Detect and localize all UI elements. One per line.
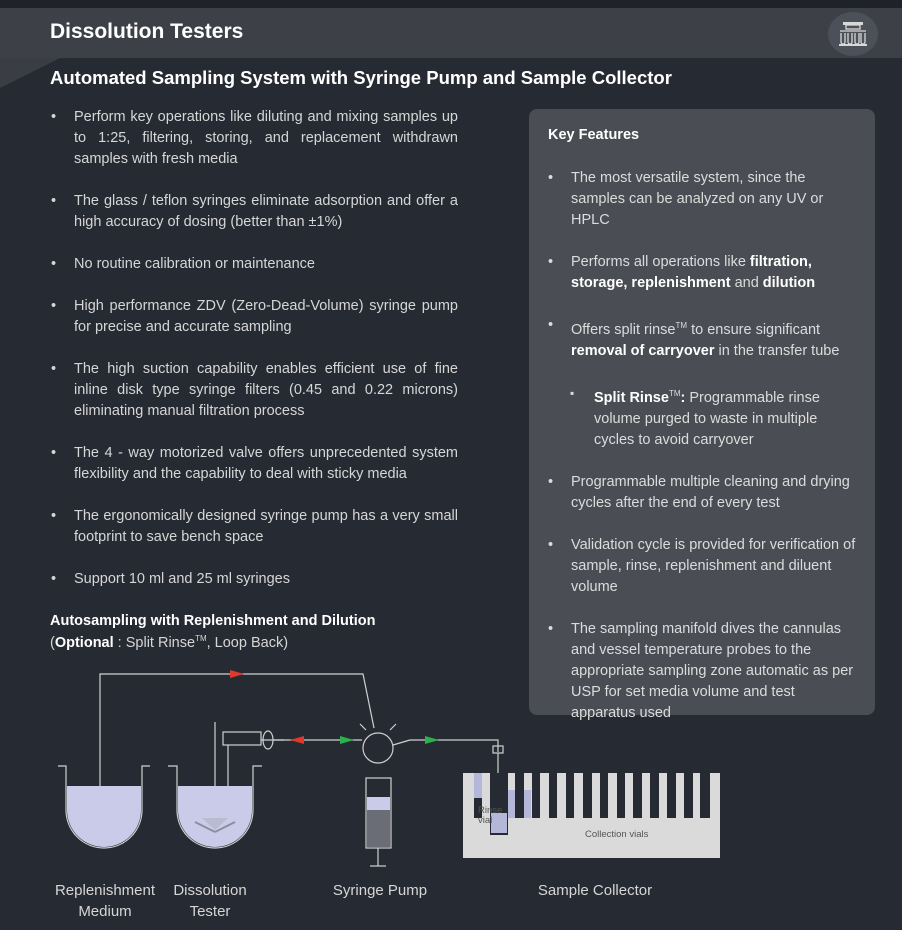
- bullet-item: • Support 10 ml and 25 ml syringes: [50, 569, 458, 590]
- syringe-pump-label: Syringe Pump: [332, 882, 428, 899]
- feature-bullet-list: [50, 107, 458, 611]
- sample-collector-label: Sample Collector: [537, 882, 653, 899]
- autosampling-subtitle: (Optional : Split Rinse™, Loop Back): [50, 634, 289, 651]
- key-features-title: Key Features: [548, 127, 640, 143]
- feature-item: • Programmable multiple cleaning and drying cycles after the end of every test: [547, 472, 861, 514]
- bullet-item: • Perform key operations like diluting and mixing samples up to 1:25, filtering, storing, and replacement withdrawn samples with fresh media: [50, 107, 458, 170]
- feature-item: • The most versatile system, since the samples can be analyzed on any UV or HPLC: [547, 168, 861, 231]
- bullet-item: • The ergonomically designed syringe pump has a very small footprint to save bench space: [50, 506, 458, 548]
- collection-vials-label: Collection vials: [585, 829, 649, 840]
- rinse-vial-label: Rinse vial: [478, 805, 503, 826]
- bullet-item: • The glass / teflon syringes eliminate adsorption and offer a high accuracy of dosing (better than ±1%): [50, 191, 458, 233]
- bullet-item: • High performance ZDV (Zero-Dead-Volume) syringe pump for precise and accurate sampling: [50, 296, 458, 338]
- feature-item: • Validation cycle is provided for verification of sample, rinse, replenishment and diluent volume: [547, 535, 861, 598]
- bullet-item: • The 4 - way motorized valve offers unprecedented system flexibility and the capability to deal with sticky media: [50, 443, 458, 485]
- feature-item: • The sampling manifold dives the cannulas and vessel temperature probes to the appropriate sampling zone automatic as per USP for set media volume and test apparatus used: [547, 619, 861, 724]
- bullet-item: • The high suction capability enables efficient use of fine inline disk type syringe filters (0.45 and 0.22 microns) eliminating manual filtration process: [50, 359, 458, 422]
- key-features-panel: [529, 109, 875, 721]
- key-features-list: [547, 168, 861, 745]
- section-title: Automated Sampling System with Syringe Pump and Sample Collector: [50, 67, 672, 88]
- dissolution-tester-icon: [828, 12, 878, 56]
- feature-item: • Offers split rinse™ to ensure significant removal of carryover in the transfer tube: [547, 315, 861, 362]
- autosampling-title: Autosampling with Replenishment and Dilution: [50, 613, 376, 629]
- replenishment-label: Replenishment Medium: [54, 882, 156, 920]
- dissolution-label: Dissolution Tester: [173, 882, 247, 920]
- page-title: Dissolution Testers: [50, 20, 244, 43]
- feature-subitem: ▪ Split Rinse™: Programmable rinse volume purged to waste in multiple cycles to avoid carryover: [547, 383, 861, 451]
- bullet-item: • No routine calibration or maintenance: [50, 254, 458, 275]
- feature-item: • Performs all operations like filtration, storage, replenishment and dilution: [547, 252, 861, 294]
